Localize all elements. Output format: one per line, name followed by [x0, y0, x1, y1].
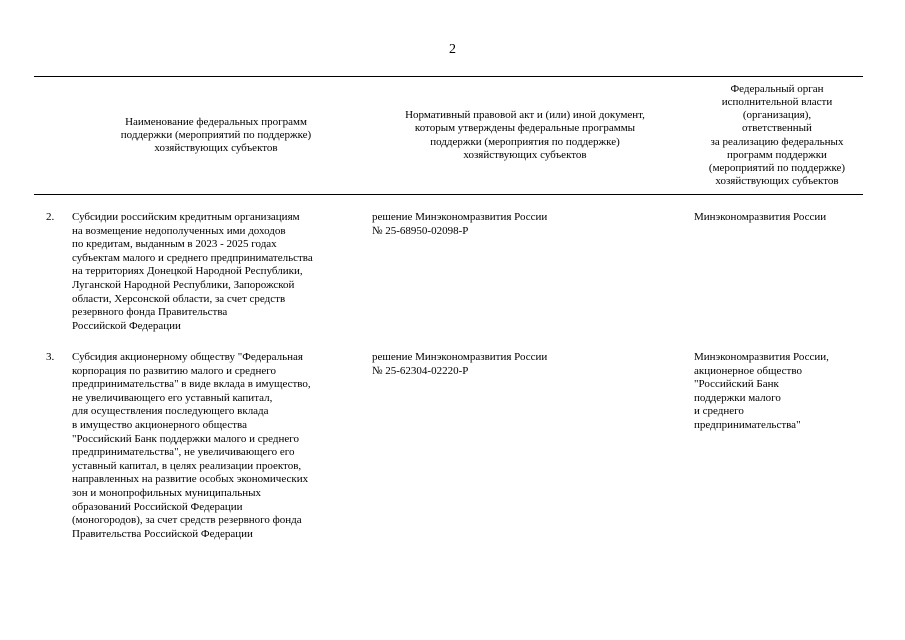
- header-program-name: Наименование федеральных программ поддержки (мероприятий по поддержке) хозяйствующих субъектов: [120, 115, 312, 155]
- row-responsible-body: Минэкономразвития России: [694, 211, 827, 223]
- header-normative-act: Нормативный правовой акт и (или) иной документ, которым утверждены федеральные программы поддержки (мероприятия по поддержке) хозяйствующих субъектов: [405, 109, 645, 161]
- row-normative-act: решение Минэкономразвития России № 25-68950-02098-Р: [372, 211, 548, 237]
- header-responsible-body: Федеральный орган исполнительной власти (организация), ответственный за реализацию федеральных программ поддержки (мероприятий по поддержке) хозяйствующих субъектов: [708, 82, 846, 188]
- page-number: 2: [449, 42, 456, 57]
- row-normative-act: решение Минэкономразвития России № 25-62304-02220-Р: [372, 351, 548, 377]
- row-program-name: Субсидия акционерному обществу "Федеральная корпорация по развитию малого и среднего предпринимательства" в виде вклада в имущество, не увеличивающего его уставный капитал, для осуществления последующего вклада в имущество акционерного общества "Российский Банк поддержки малого и среднего предпринимательства", не увеличивающего его уставный капитал, в целях реализации проектов, направленных на развитие особых экономических зон и монопрофильных муниципальных образований Российской Федерации (моногородов), за счет средств резервного фонда Правительства Российской Федерации: [72, 351, 311, 540]
- row-responsible-body: Минэкономразвития России, акционерное общество "Российский Банк поддержки малого и среднего предпринимательства": [694, 351, 829, 431]
- row-program-name: Субсидии российским кредитным организациям на возмещение недополученных ими доходов по кредитам, выданным в 2023 - 2025 годах субъектам малого и среднего предпринимательства на территориях Донецкой Народной Республики, Луганской Народной Республики, Запорожской области, Херсонской области, за счет средств резервного фонда Правительства Российской Федерации: [72, 211, 313, 332]
- row-number: 2.: [46, 211, 55, 223]
- table-header-bottom-rule: [34, 194, 863, 195]
- row-number: 3.: [46, 351, 55, 363]
